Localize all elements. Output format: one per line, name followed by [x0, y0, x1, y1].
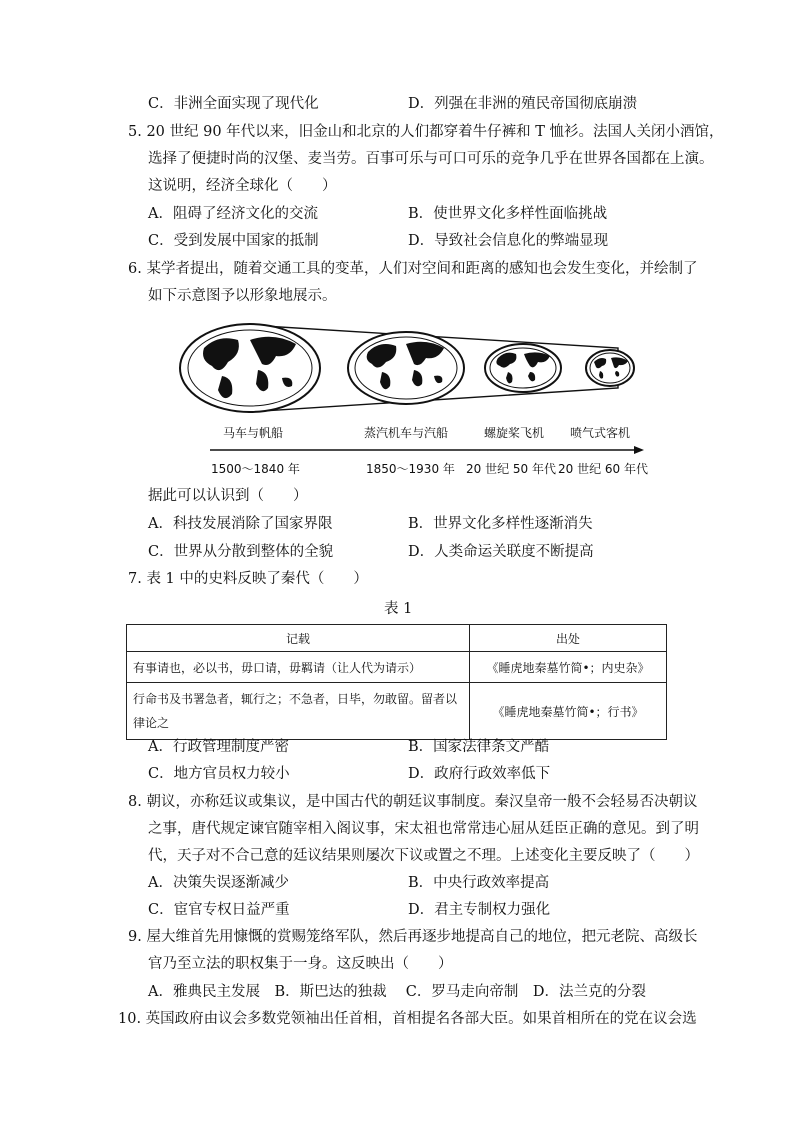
q5-option-a: A．阻碍了经济文化的交流: [148, 206, 318, 222]
q6-option-d: D．人类命运关联度不断提高: [408, 544, 594, 560]
q6-option-a: A．科技发展消除了国家界限: [148, 516, 333, 532]
label-transport-3: 螺旋桨飞机: [484, 426, 545, 440]
table-row: [127, 683, 667, 740]
q8-option-b: B．中央行政效率提高: [408, 875, 550, 891]
q8-option-a: A．决策失误逐渐减少: [148, 875, 289, 891]
label-transport-4: 喷气式客机: [570, 426, 631, 440]
q6-option-c: C．世界从分散到整体的全貌: [148, 544, 334, 560]
table-header-row: [127, 625, 667, 652]
q7-stem-line1: 7. 表 1 中的史料反映了秦代（ ）: [128, 571, 368, 587]
table-header-record: 记载: [127, 625, 470, 652]
q4-option-d: D．列强在非洲的殖民帝国彻底崩溃: [408, 96, 638, 112]
globe-diagram-svg: [178, 320, 648, 482]
q5-option-c: C．受到发展中国家的抵制: [148, 233, 319, 249]
q10-stem-line1: 10. 英国政府由议会多数党领袖出任首相，首相提名各部大臣。如果首相所在的党在议会选: [118, 1011, 697, 1027]
q5-stem-line3: 这说明，经济全球化（ ）: [148, 178, 337, 194]
table-header-source: 出处: [470, 625, 667, 652]
label-period-3: 20 世纪 50 年代: [466, 462, 556, 476]
q8-stem-line1: 8. 朝议，亦称廷议或集议，是中国古代的朝廷议事制度。秦汉皇帝一般不会轻易否决朝议: [128, 794, 698, 810]
q9-stem-line2: 官乃至立法的职权集于一身。这反映出（ ）: [148, 956, 453, 972]
label-period-1: 1500～1840 年: [211, 462, 300, 476]
history-source-table: [126, 624, 667, 740]
q6-stem-line2: 如下示意图予以形象地展示。: [148, 288, 337, 304]
q7-option-d: D．政府行政效率低下: [408, 766, 551, 782]
label-period-2: 1850～1930 年: [366, 462, 455, 476]
label-transport-1: 马车与帆船: [223, 426, 284, 440]
q8-stem-line3: 代，天子对不合己意的廷议结果则屡次下议或置之不理。上述变化主要反映了（ ）: [148, 848, 699, 864]
q4-option-c: C．非洲全面实现了现代化: [148, 96, 319, 112]
table-cell-source: 《睡虎地秦墓竹简•；内史杂》: [470, 652, 667, 683]
globe-propeller-plane: [485, 344, 561, 392]
q8-option-d: D．君主专制权力强化: [408, 902, 551, 918]
globe-horse-carriage: [180, 324, 320, 412]
q6-option-b: B．世界文化多样性逐渐消失: [408, 516, 593, 532]
table-cell-record: 有事请也，必以书，毋口请，毋羁请（让人代为请示）: [127, 652, 470, 683]
q7-option-a: A．行政管理制度严密: [148, 739, 289, 755]
q6-stem-line3: 据此可以认识到（ ）: [148, 488, 308, 504]
q9-options: A．雅典民主发展 B．斯巴达的独裁 C．罗马走向帝制 D．法兰克的分裂: [148, 984, 646, 1000]
label-transport-2: 蒸汽机车与汽船: [364, 426, 449, 440]
q5-stem-line1: 5. 20 世纪 90 年代以来，旧金山和北京的人们都穿着牛仔裤和 T 恤衫。法国人关闭小酒馆，: [128, 124, 724, 140]
timeline-arrowhead: [634, 446, 644, 454]
table-cell-source: 《睡虎地秦墓竹简•；行书》: [470, 683, 667, 740]
table-cell-record: 行命书及书署急者，辄行之；不急者，日毕，勿敢留。留者以律论之: [127, 683, 470, 740]
label-period-4: 20 世纪 60 年代: [558, 462, 648, 476]
globe-jet-airliner: [586, 350, 634, 386]
table-title: 表 1: [384, 601, 413, 617]
globe-steam-locomotive: [348, 332, 464, 404]
q7-option-c: C．地方官员权力较小: [148, 766, 290, 782]
transport-globe-diagram: [178, 320, 648, 482]
q9-stem-line1: 9. 屋大维首先用慷慨的赏赐笼络军队，然后再逐步地提高自己的地位，把元老院、高级长: [128, 929, 698, 945]
q6-stem-line1: 6. 某学者提出，随着交通工具的变革，人们对空间和距离的感知也会发生变化，并绘制了: [128, 261, 698, 277]
table-row: [127, 652, 667, 683]
q5-option-d: D．导致社会信息化的弊端显现: [408, 233, 609, 249]
q8-option-c: C．宦官专权日益严重: [148, 902, 290, 918]
q8-stem-line2: 之事，唐代规定谏官随宰相入阁议事，宋太祖也常常违心屈从廷臣正确的意见。到了明: [148, 821, 699, 837]
q5-stem-line2: 选择了便捷时尚的汉堡、麦当劳。百事可乐与可口可乐的竞争几乎在世界各国都在上演。: [148, 151, 714, 167]
q5-option-b: B．使世界文化多样性面临挑战: [408, 206, 608, 222]
q7-option-b: B．国家法律条文严酷: [408, 739, 550, 755]
